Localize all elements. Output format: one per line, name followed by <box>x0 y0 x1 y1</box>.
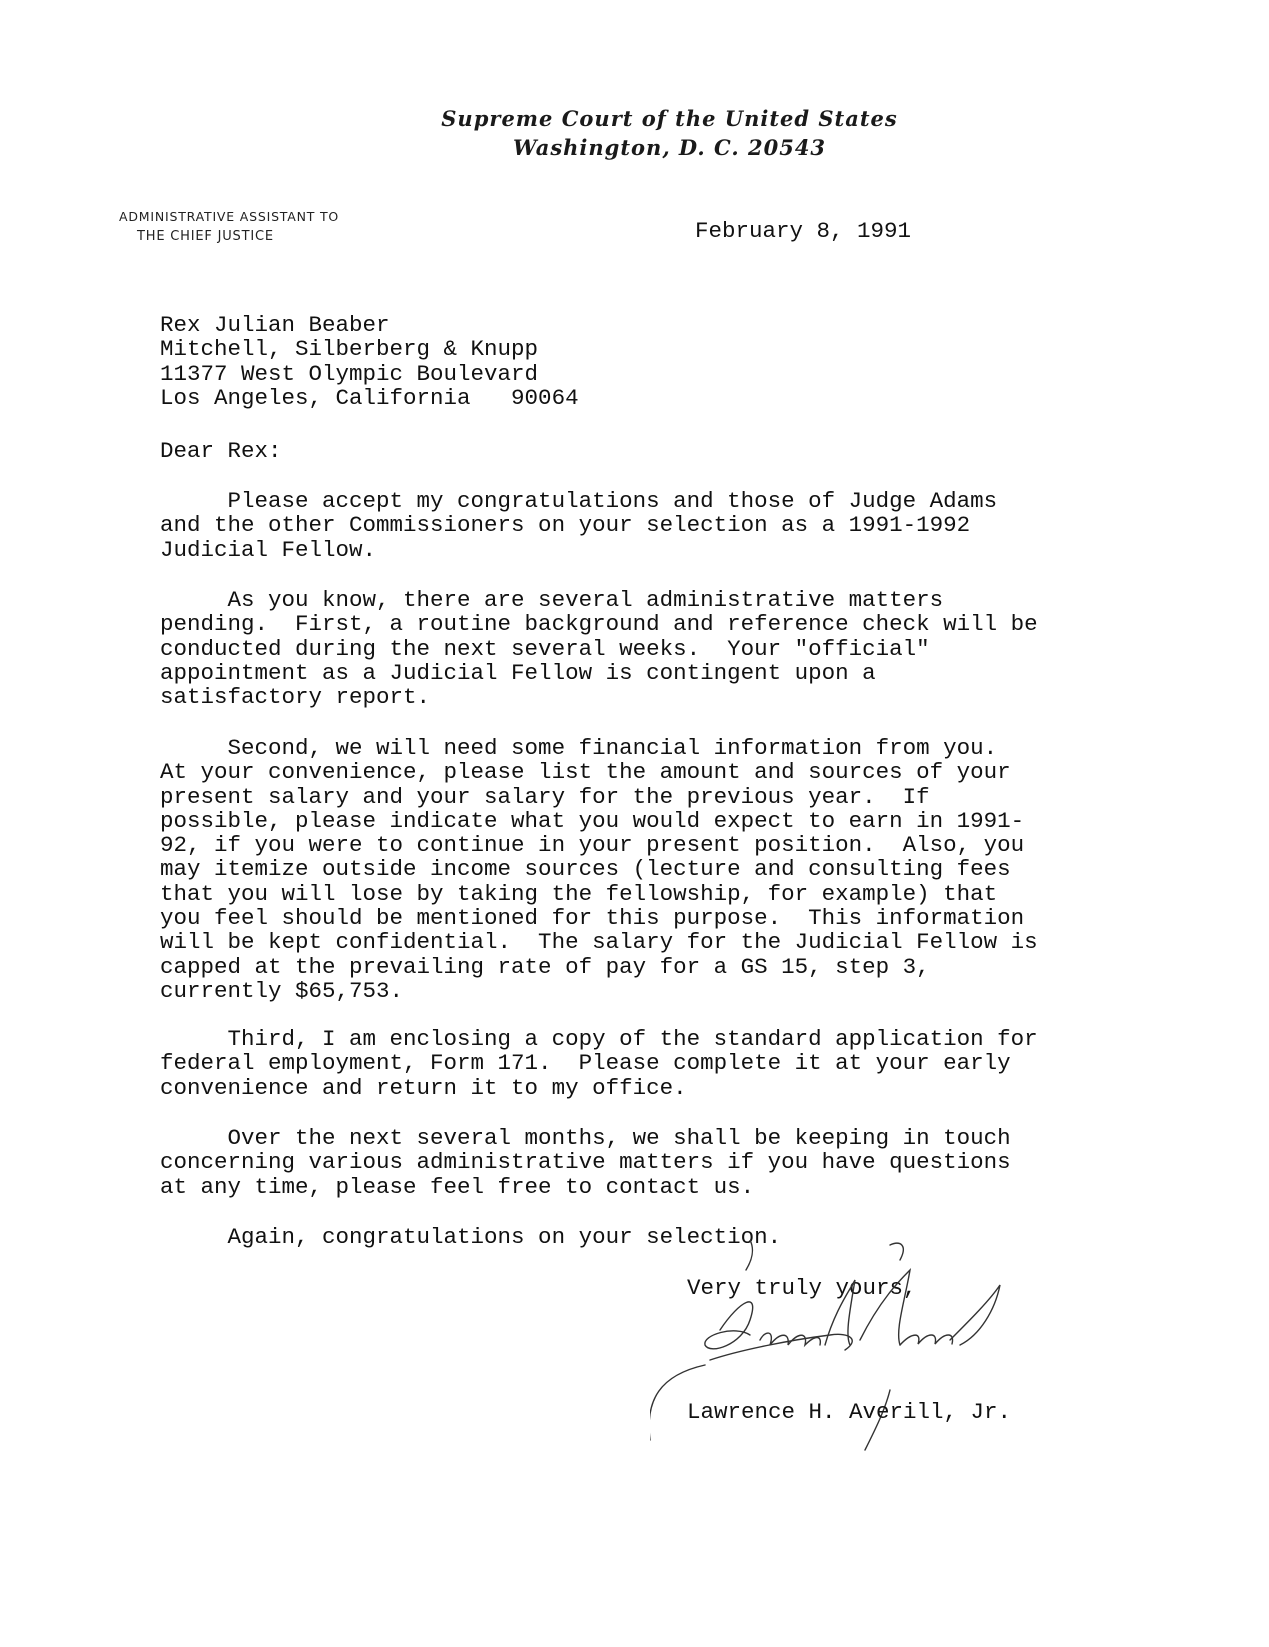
court-name: Supreme Court of the United States <box>441 106 898 131</box>
sender-office <box>119 207 339 247</box>
court-address: Washington, D. C. 20543 <box>512 135 827 160</box>
paragraph-keeping-in-touch: Over the next several months, we shall be keeping in touch concerning various administrative matters if you have questions at any time, please feel free to contact us. <box>160 1125 1011 1200</box>
paragraph-congratulations: Please accept my congratulations and those of Judge Adams and the other Commissioners on your selection as a 1991-1992 Judicial Fellow. <box>160 488 998 563</box>
recipient-address <box>160 313 579 410</box>
recipient-city: Los Angeles, California 90064 <box>160 384 579 411</box>
letter-date: February 8, 1991 <box>695 218 912 244</box>
office-title-line1: ADMINISTRATIVE ASSISTANT TO <box>119 209 340 224</box>
office-title-line2: THE CHIEF JUSTICE <box>137 229 274 244</box>
handwritten-signature <box>650 1240 1050 1470</box>
recipient-firm: Mitchell, Silberberg & Knupp <box>160 336 539 363</box>
paragraph-again-congratulations: Again, congratulations on your selection. <box>160 1224 782 1250</box>
paragraph-financial-info: Second, we will need some financial information from you. At your convenience, please list the amount and sources of your present salary and your salary for the previous year. If possible, please indicate what you would expect to earn in 1991- 92, if you were to continue in your present position. Also, you may itemize outside income sources (lecture and consulting fees that you will lose by taking the fellowship, for example) that you feel should be mentioned for this purpose. This information will be kept confidential. The salary for the Judicial Fellow is capped at the prevailing rate of pay for a GS 15, step 3, currently $65,753. <box>160 735 1038 1004</box>
recipient-name: Rex Julian Beaber <box>160 312 390 338</box>
signer-name: Lawrence H. Averill, Jr. <box>687 1399 1012 1425</box>
paragraph-form-171: Third, I am enclosing a copy of the standard application for federal employment, Form 171. Please complete it at your early convenience and return it to my office. <box>160 1026 1038 1101</box>
salutation: Dear Rex: <box>160 438 282 464</box>
closing: Very truly yours, <box>687 1275 917 1301</box>
paragraph-background-check: As you know, there are several administrative matters pending. First, a routine background and reference check will be conducted during the next several weeks. Your "official" appointment as a Judicial Fellow is contingent upon a satisfactory report. <box>160 587 1038 711</box>
letterhead <box>0 106 1269 160</box>
recipient-street: 11377 West Olympic Boulevard <box>160 360 539 387</box>
